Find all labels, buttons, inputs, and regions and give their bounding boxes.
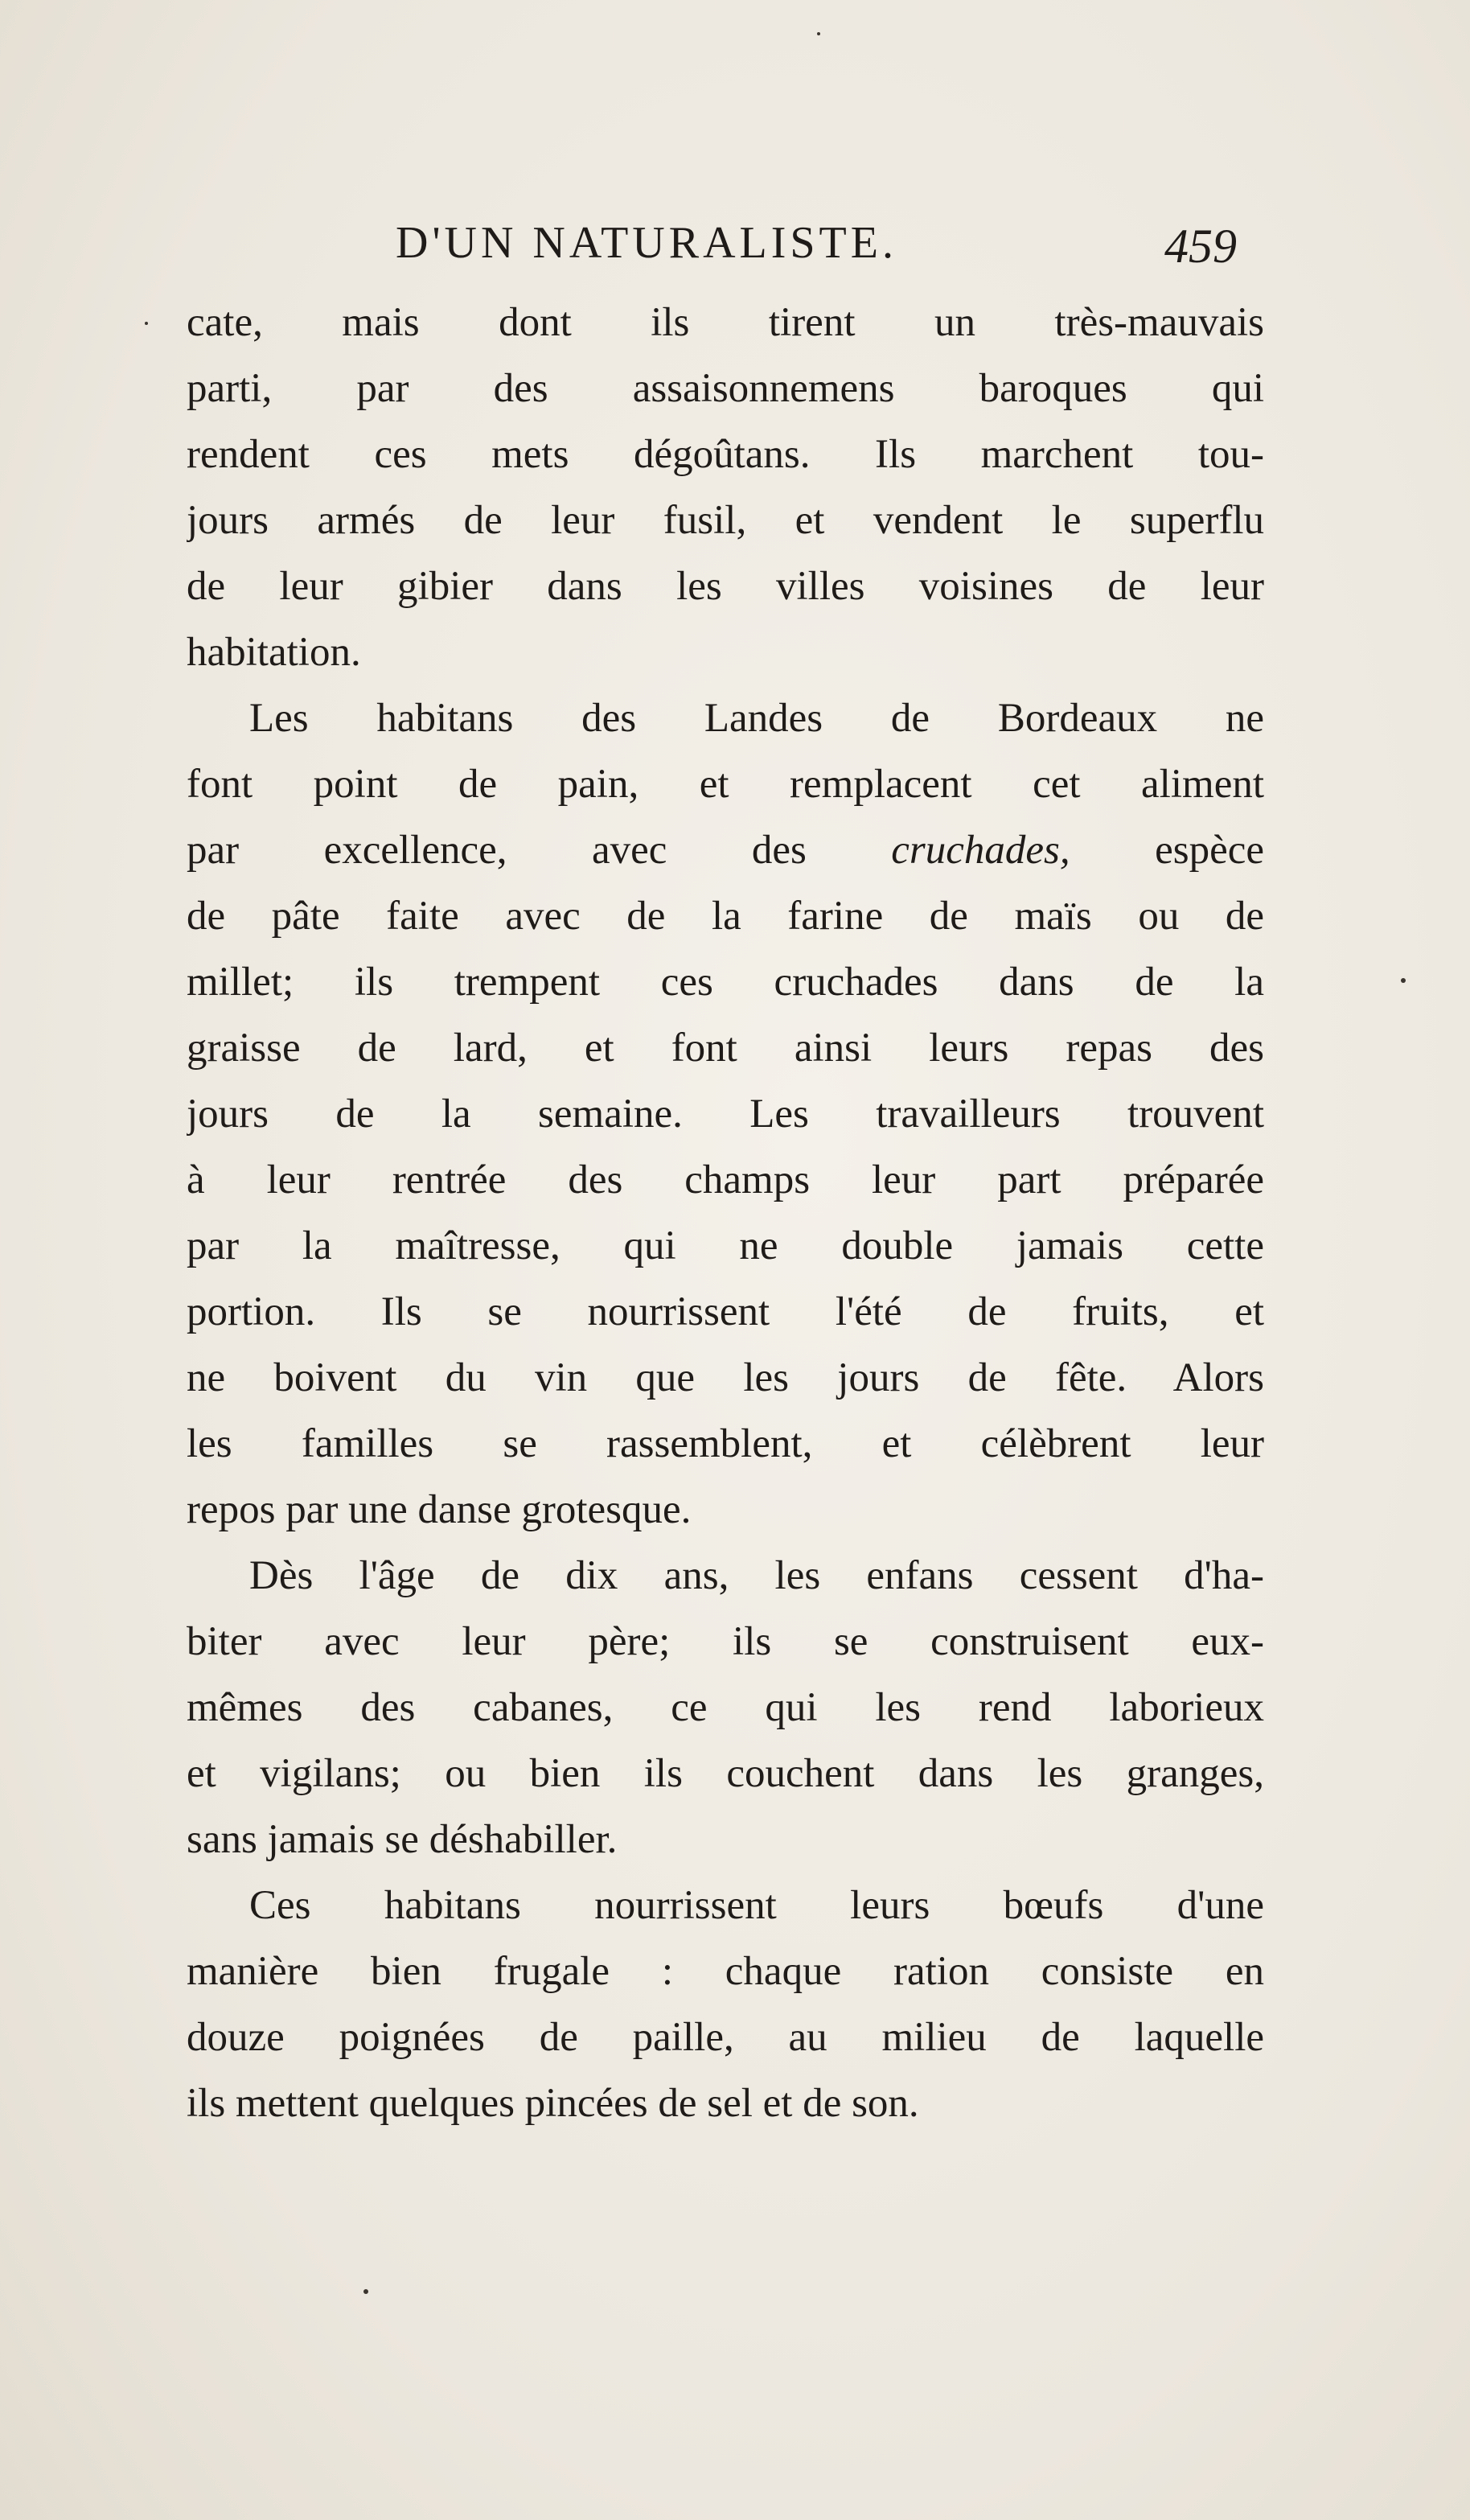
paragraph-1 bbox=[187, 290, 1264, 685]
text-line: millet; ils trempent ces cruchades dans de la bbox=[187, 960, 1264, 1005]
text-line: biter avec leur père; ils se construisent eux- bbox=[187, 1619, 1264, 1664]
text-line: font point de pain, et remplacent cet aliment bbox=[187, 762, 1264, 807]
text-line: Les habitans des Landes de Bordeaux ne bbox=[249, 696, 1264, 741]
italic-term: cruchades, bbox=[891, 828, 1070, 873]
text-line: de pâte faite avec de la farine de maïs ou de bbox=[187, 894, 1264, 939]
page-number: 459 bbox=[1164, 220, 1237, 273]
text-line bbox=[187, 817, 1264, 883]
text-line: jours de la semaine. Les travailleurs trouvent bbox=[187, 1091, 1264, 1137]
text-line: de leur gibier dans les villes voisines de leur bbox=[187, 564, 1264, 609]
paragraph-3 bbox=[187, 1543, 1264, 1873]
text-line: ils mettent quelques pincées de sel et de son. bbox=[187, 2081, 919, 2126]
page-header bbox=[0, 211, 1470, 275]
text-line: douze poignées de paille, au milieu de laquelle bbox=[187, 2015, 1264, 2060]
text-line: sans jamais se déshabiller. bbox=[187, 1817, 618, 1862]
paper-speck bbox=[363, 2289, 368, 2294]
paragraph-2 bbox=[187, 685, 1264, 1543]
text-line: portion. Ils se nourrissent l'été de fruits, et bbox=[187, 1289, 1264, 1334]
text-fragment: par excellence, avec des bbox=[187, 828, 892, 873]
text-line: et vigilans; ou bien ils couchent dans les granges, bbox=[187, 1751, 1264, 1796]
text-line: les familles se rassemblent, et célèbrent leur bbox=[187, 1421, 1264, 1466]
paper-speck bbox=[817, 32, 820, 35]
text-line: repos par une danse grotesque. bbox=[187, 1487, 692, 1532]
text-line: jours armés de leur fusil, et vendent le superflu bbox=[187, 498, 1264, 543]
text-line: cate, mais dont ils tirent un très-mauvais bbox=[187, 300, 1264, 345]
text-line: habitation. bbox=[187, 630, 361, 675]
text-line: par la maîtresse, qui ne double jamais cette bbox=[187, 1223, 1264, 1268]
paper-speck bbox=[145, 322, 148, 325]
paragraph-4 bbox=[187, 1873, 1264, 2136]
text-line: mêmes des cabanes, ce qui les rend laborieux bbox=[187, 1685, 1264, 1730]
text-line: Ces habitans nourrissent leurs bœufs d'une bbox=[249, 1883, 1264, 1928]
body-text bbox=[187, 290, 1264, 2136]
text-line: ne boivent du vin que les jours de fête. Alors bbox=[187, 1355, 1264, 1400]
text-line: Dès l'âge de dix ans, les enfans cessent d'ha- bbox=[249, 1553, 1264, 1598]
text-line: parti, par des assaisonnemens baroques qui bbox=[187, 366, 1264, 411]
text-line: rendent ces mets dégoûtans. Ils marchent tou- bbox=[187, 432, 1264, 477]
text-line: graisse de lard, et font ainsi leurs repas des bbox=[187, 1026, 1264, 1071]
text-fragment: espèce bbox=[1070, 828, 1264, 873]
paper-speck bbox=[1401, 978, 1406, 983]
text-line: manière bien frugale : chaque ration consiste en bbox=[187, 1949, 1264, 1994]
text-line: à leur rentrée des champs leur part préparée bbox=[187, 1157, 1264, 1202]
running-title: D'UN NATURALISTE. bbox=[396, 218, 897, 268]
